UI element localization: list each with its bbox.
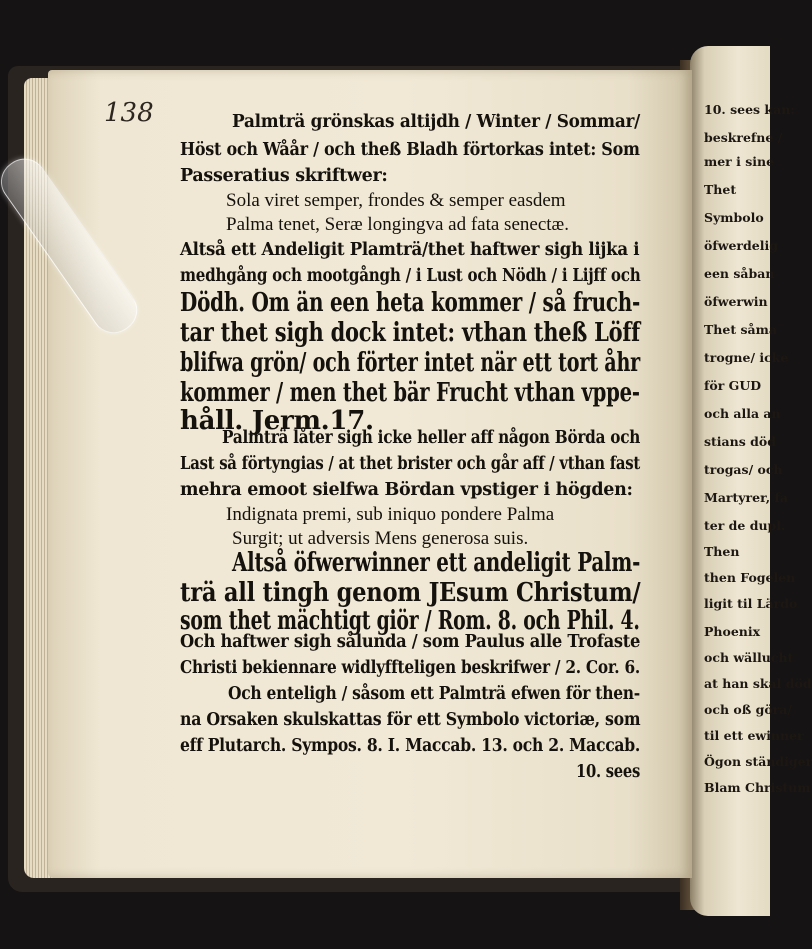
text-line: Och haftwer sigh sålunda / som Paulus alle Trofaste <box>180 632 641 652</box>
right-page-text-line: beskrefne / <box>704 130 783 145</box>
text-line: Surgit; ut adversis Mens generosa suis. <box>232 528 529 549</box>
right-page-text-line: Ögon ständiger <box>704 754 812 769</box>
text-line: Palma tenet, Seræ longingva ad fata senectæ. <box>226 214 569 235</box>
text-line: tar thet sigh dock intet: vthan theß Löff <box>180 318 640 348</box>
right-page-text-line: Thet såma <box>704 322 777 337</box>
right-page-text-line: Phoenix <box>704 624 761 639</box>
right-page-text-line: trogne/ icke <box>704 350 789 365</box>
right-facing-page <box>690 46 812 916</box>
right-page-text-line: för GUD <box>704 378 762 393</box>
text-line: trä all tingh genom JEsum Christum/ <box>180 578 641 608</box>
right-page-text-line: Thet <box>704 182 737 197</box>
text-line: Christi bekiennare widlyffteligen beskrifwer / 2. Cor. 6. <box>180 658 640 678</box>
right-page-text-line: 10. sees kan: <box>704 102 795 117</box>
text-line: Indignata premi, sub iniquo pondere Palma <box>226 504 555 525</box>
text-line: blifwa grön/ och förter intet när ett tort åhr <box>180 348 640 378</box>
text-line: Altså öfwerwinner ett andeligit Palm- <box>232 548 641 578</box>
right-page-text-line: och alla an <box>704 406 781 421</box>
text-line: Last så förtyngias / at thet brister och går aff / vthan fast <box>180 454 640 474</box>
right-page-text-line: at han skal död <box>704 676 812 691</box>
catchword: 10. sees <box>576 762 641 782</box>
right-page-text-line: een såban <box>704 266 775 281</box>
text-line: Sola viret semper, frondes & semper easdem <box>226 190 566 211</box>
right-page-text-line: ligit til Lärdo <box>704 596 798 611</box>
text-line: Dödh. Om än een heta kommer / så fruch- <box>180 288 641 318</box>
right-page-text-line: til ett ewinner <box>704 728 804 743</box>
text-line: Passeratius skriftwer: <box>180 166 388 186</box>
right-page-text-line: öfwerwin <box>704 294 768 309</box>
right-page-text-line: och wällucht <box>704 650 794 665</box>
right-page-text-line: Symbolo <box>704 210 764 225</box>
right-page-text-line: stians död <box>704 434 776 449</box>
text-line: na Orsaken skulskattas för ett Symbolo victoriæ, som <box>180 710 641 730</box>
text-line: Altså ett Andeligit Plamträ/thet haftwer sigh lijka i <box>180 240 640 260</box>
text-line: Höst och Wåår / och theß Bladh förtorkas intet: Som <box>180 140 640 160</box>
right-page-text-line: Blam Christum <box>704 780 811 795</box>
text-line: mehra emoot sielfwa Bördan vpstiger i högden: <box>180 480 633 500</box>
right-page-text-line: mer i sine <box>704 154 775 169</box>
text-line: Palmträ låter sigh icke heller aff någon Börda och <box>222 428 641 448</box>
right-page-text-line: och oß göra/ <box>704 702 792 717</box>
text-line: Palmträ grönskas altijdh / Winter / Sommar/ <box>232 112 640 132</box>
text-line: Och enteligh / såsom ett Palmträ efwen för then- <box>228 684 640 704</box>
right-page-text-line: then Fogelen <box>704 570 796 585</box>
text-line: medhgång och mootgångh / i Lust och Nödh / i Lijff och <box>180 266 641 286</box>
text-line: som thet mächtigt giör / Rom. 8. och Phil. 4. <box>180 606 640 636</box>
text-line: eff Plutarch. Sympos. 8. I. Maccab. 13. och 2. Maccab. <box>180 736 641 756</box>
text-line: håll. Jerm.17. <box>180 406 374 436</box>
right-page-text-line: trogas/ och <box>704 462 783 477</box>
page-number: 138 <box>104 98 154 128</box>
text-line: kommer / men thet bär Frucht vthan vppe- <box>180 378 640 408</box>
right-page-text-line: Then <box>704 544 740 559</box>
right-page-text-line: öfwerdelig <box>704 238 778 253</box>
right-page-text-line: ter de dupl. <box>704 518 786 533</box>
right-page-text-line: Martyrer, fa <box>704 490 788 505</box>
